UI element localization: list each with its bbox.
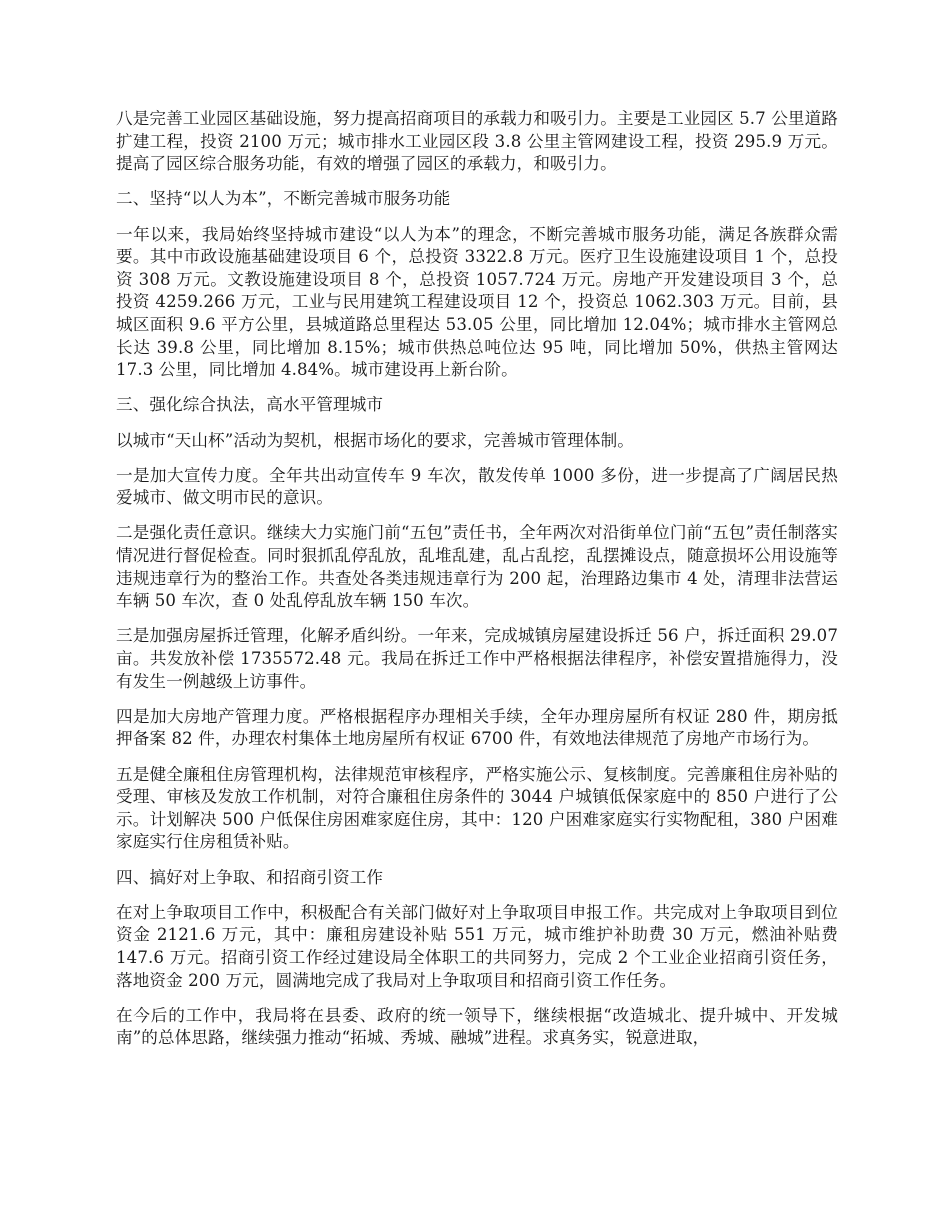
- section-heading-city-services: 二、坚持“以人为本”，不断完善城市服务功能: [116, 189, 451, 209]
- section-heading-law-enforcement: 三、强化综合执法，高水平管理城市: [116, 395, 384, 415]
- paragraph-demolition: 三是加强房屋拆迁管理，化解矛盾纠纷。一年来，完成城镇房屋建设拆迁 56 户，拆迁面积 29.07 亩。共发放补偿 1735572.48 元。我局在拆迁工作中严格根据法律程序，补偿安置措施得力，没有发生一例越级上访事件。: [116, 626, 838, 691]
- paragraph-future-work: 在今后的工作中，我局将在县委、政府的统一领导下，继续根据“改造城北、提升城中、开发城南”的总体思路，继续强力推动“拓城、秀城、融城”进程。求真务实，锐意进取，: [116, 1005, 838, 1048]
- paragraph-publicity: 一是加大宣传力度。全年共出动宣传车 9 车次，散发传单 1000 多份，进一步提高了广阔居民热爱城市、做文明市民的意识。: [116, 465, 838, 508]
- paragraph-low-rent-housing: 五是健全廉租住房管理机构，法律规范审核程序，严格实施公示、复核制度。完善廉租住房补贴的受理、审核及发放工作机制，对符合廉租住房条件的 3044 户城镇低保家庭中的 850 户进行了公示。计划解决 500 户低保住房困难家庭住房，其中：120 户困难家庭实行实物配租，380 户困难家庭实行住房租赁补贴。: [116, 764, 838, 852]
- paragraph-project-funding: 在对上争取项目工作中，积极配合有关部门做好对上争取项目申报工作。共完成对上争取项目到位资金 2121.6 万元，其中：廉租房建设补贴 551 万元，城市维护补助费 30 万元，燃油补贴费 147.6 万元。招商引资工作经过建设局全体职工的共同努力，完成 2 个工业企业招商引资任务，落地资金 200 万元，圆满地完成了我局对上争取项目和招商引资工作任务。: [116, 902, 838, 990]
- section-heading-investment: 四、搞好对上争取、和招商引资工作: [116, 867, 384, 887]
- document-body: [116, 108, 838, 1063]
- paragraph-industrial-park: 八是完善工业园区基础设施，努力提高招商项目的承载力和吸引力。主要是工业园区 5.7 公里道路扩建工程，投资 2100 万元；城市排水工业园区段 3.8 公里主管网建设工程，投资 295.9 万元。提高了园区综合服务功能，有效的增强了园区的承载力，和吸引力。: [116, 109, 838, 174]
- paragraph-tianshan-cup: 以城市“天山杯”活动为契机，根据市场化的要求，完善城市管理体制。: [116, 430, 634, 450]
- paragraph-real-estate: 四是加大房地产管理力度。严格根据程序办理相关手续，全年办理房屋所有权证 280 件，期房抵押备案 82 件，办理农村集体土地房屋所有权证 6700 件，有效地法律规范了房地产市场行为。: [116, 706, 838, 749]
- paragraph-responsibility: 二是强化责任意识。继续大力实施门前“五包”责任书，全年两次对沿街单位门前“五包”责任制落实情况进行督促检查。同时狠抓乱停乱放，乱堆乱建，乱占乱挖，乱摆摊设点，随意损坏公用设施等违规违章行为的整治工作。共查处各类违规违章行为 200 起，治理路边集市 4 处，清理非法营运车辆 50 车次，查 0 处乱停乱放车辆 150 车次。: [116, 523, 838, 611]
- paragraph-city-construction: 一年以来，我局始终坚持城市建设“以人为本”的理念，不断完善城市服务功能，满足各族群众需要。其中市政设施基础建设项目 6 个，总投资 3322.8 万元。医疗卫生设施建设项目 1 个，总投资 308 万元。文教设施建设项目 8 个，总投资 1057.724 万元。房地产开发建设项目 3 个，总投资 4259.266 万元，工业与民用建筑工程建设项目 12 个，投资总 1062.303 万元。目前，县城区面积 9.6 平方公里，县城道路总里程达 53.05 公里，同比增加 12.04%；城市排水主管网总长达 39.8 公里，同比增加 8.15%；城市供热总吨位达 95 吨，同比增加 50%，供热主管网达 17.3 公里，同比增加 4.84%。城市建设再上新台阶。: [116, 224, 838, 380]
